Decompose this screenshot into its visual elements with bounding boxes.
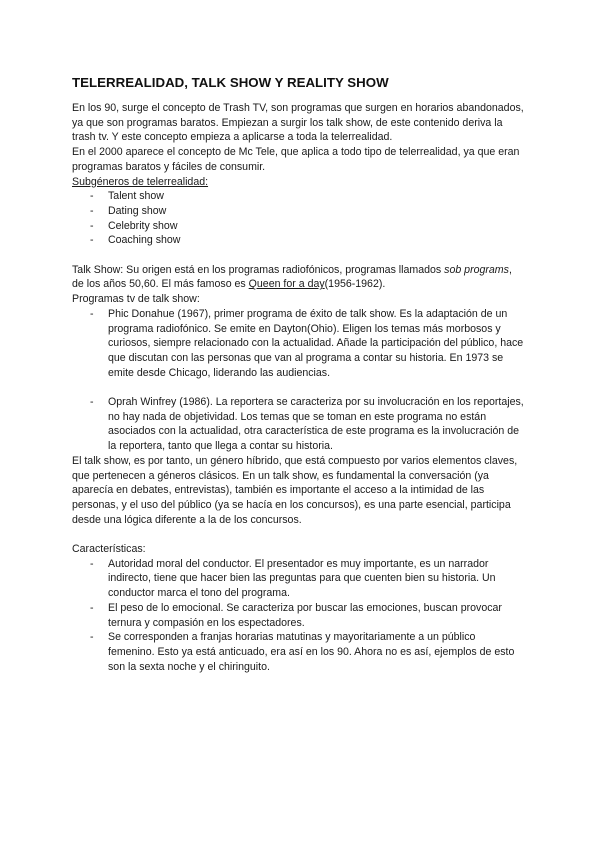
list-item: - El peso de lo emocional. Se caracteriza por buscar las emociones, buscan provocar ternura y compasión en los espectadores. bbox=[72, 601, 524, 630]
document-title: TELERREALIDAD, TALK SHOW Y REALITY SHOW bbox=[72, 75, 389, 90]
list-item: - Autoridad moral del conductor. El presentador es muy importante, es un narrador indirecto, tiene que hacer bien las preguntas para que cuenten bien su historia. Un conductor marca el tono del programa. bbox=[72, 557, 524, 601]
talk-show-paragraph bbox=[72, 263, 524, 292]
characteristics-heading: Características: bbox=[72, 543, 146, 556]
document-body bbox=[72, 74, 524, 674]
spacer bbox=[72, 527, 524, 542]
subgenres-heading: Subgéneros de telerrealidad: bbox=[72, 175, 209, 188]
list-item: - Phic Donahue (1967), primer programa de éxito de talk show. Es la adaptación de un programa radiofónico. Se emite en Dayton(Ohio). Eligen los temas más morbosos y curiosos, siempre relacionado con la actualidad. Añade la participación del público, hace que discutan con las personas que van al programa a contar su historia. En 1973 se emite desde Chicago, liderando las audiencias. bbox=[72, 307, 524, 381]
programs-list-2 bbox=[72, 395, 524, 454]
intro-paragraph-1: En los 90, surge el concepto de Trash TV, son programas que surgen en horarios abandonados, ya que son programas baratos. Empiezan a surgir los talk show, de este contenido deriva la trash tv. Y este concepto empieza a aplicarse a toda la telerrealidad. bbox=[72, 102, 524, 144]
intro-paragraph-2: En el 2000 aparece el concepto de Mc Tele, que aplica a todo tipo de telerrealidad, ya que eran programas baratos y fáciles de consumir. bbox=[72, 146, 520, 173]
programs-list bbox=[72, 307, 524, 381]
talk-show-text-2: , de los años 50,60. El más famoso es bbox=[72, 263, 512, 291]
list-item: - Se corresponden a franjas horarias matutinas y mayoritariamente a un público femenino. Esto ya está anticuado, era así en los 90. Ahora no es así, ejemplos de esto son la sexta noche y el chiringuito. bbox=[72, 630, 524, 674]
list-item: - Coaching show bbox=[72, 233, 524, 248]
programs-heading: Programas tv de talk show: bbox=[72, 293, 200, 306]
queen-for-a-day-link[interactable]: Queen for a day bbox=[248, 278, 325, 291]
spacer bbox=[72, 380, 524, 395]
talk-show-text: Talk Show: Su origen está en los programas radiofónicos, programas llamados bbox=[72, 263, 445, 276]
talk-show-text-end: (1956-1962). bbox=[324, 278, 386, 291]
list-item: - Dating show bbox=[72, 204, 524, 219]
list-item: - Talent show bbox=[72, 189, 524, 204]
characteristics-list bbox=[72, 557, 524, 675]
list-item: - Celebrity show bbox=[72, 219, 524, 234]
sob-programs-term: sob programs bbox=[444, 263, 509, 276]
list-item: - Oprah Winfrey (1986). La reportera se caracteriza por su involucración en los reportajes, no hay nada de objetividad. Los temas que se toman en este programa no están asociados con la actualidad, otra característica de este programa es la involucración de la reportera, tanto que llega a contar su historia. bbox=[72, 395, 524, 454]
spacer bbox=[72, 248, 524, 263]
subgenres-list bbox=[72, 189, 524, 248]
talk-show-summary: El talk show, es por tanto, un género híbrido, que está compuesto por varios elementos claves, que pertenecen a géneros clásicos. En un talk show, es fundamental la conversación (ya aparecía en debates, entrevistas), también es importante el acceso a la intimidad de las personas, y el uso del público (ya se hacía en los concursos), es una parte esencial, participa desde una lógica diferente a la de los concursos. bbox=[72, 454, 518, 526]
